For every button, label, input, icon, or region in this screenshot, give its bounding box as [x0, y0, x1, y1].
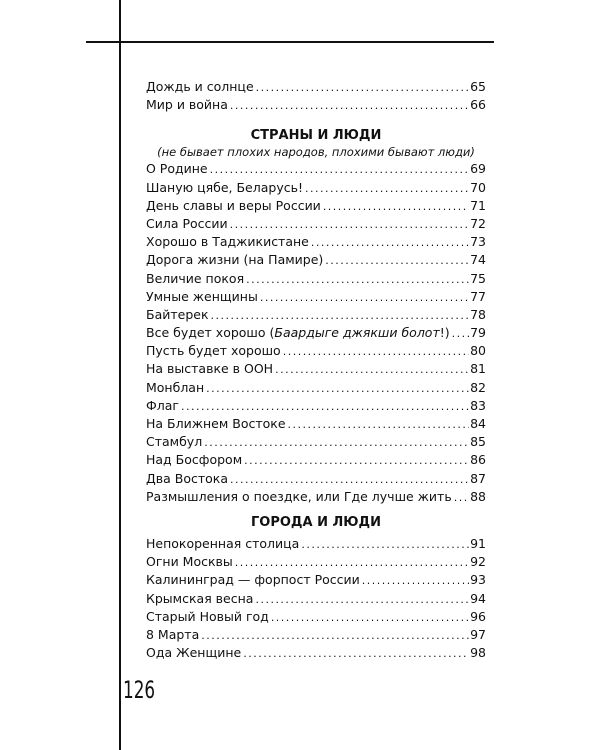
leader-dots: [181, 398, 469, 416]
toc-entry-page: 72: [470, 215, 486, 231]
toc-entry: [146, 470, 486, 488]
toc-entry: [146, 608, 486, 626]
toc-entry: [146, 78, 486, 96]
toc-entry-title: На выставке в ООН: [146, 361, 274, 377]
toc-entry-title: Крымская весна: [146, 590, 254, 606]
toc-entry-page: 69: [470, 161, 486, 177]
leader-dots: [206, 380, 469, 398]
toc-entry-page: 86: [470, 452, 486, 468]
toc-entry-page: 81: [470, 361, 486, 377]
toc-entry-title: Старый Новый год: [146, 608, 269, 624]
toc-entry-title: Монблан: [146, 379, 205, 395]
toc-entry: [146, 270, 486, 288]
leader-dots: [275, 361, 469, 379]
toc-entry-page: 75: [470, 270, 486, 286]
leader-dots: [454, 489, 469, 507]
toc-entry-title: Над Босфором: [146, 452, 243, 468]
toc-entry: [146, 571, 486, 589]
toc-entry-page: 98: [470, 645, 486, 661]
leader-dots: [283, 343, 469, 361]
toc-entry: [146, 488, 486, 506]
toc-entry: [146, 324, 486, 342]
toc-entry-page: 91: [470, 535, 486, 551]
leader-dots: [246, 271, 469, 289]
toc-entry-page: 79: [470, 325, 486, 341]
toc-entry: [146, 179, 486, 197]
leader-dots: [323, 198, 469, 216]
leader-dots: [362, 572, 469, 590]
table-of-contents: [146, 78, 486, 662]
section-heading: ГОРОДА И ЛЮДИ: [251, 514, 381, 530]
toc-entry-italic-title: Баардыге джякши болот: [274, 325, 440, 341]
toc-entry-title: Сила России: [146, 215, 228, 231]
toc-entry-title: Все будет хорошо (Баардыге джякши болот!): [146, 325, 450, 341]
leader-dots: [452, 325, 469, 343]
toc-entry: [146, 306, 486, 324]
toc-entry: [146, 215, 486, 233]
leader-dots: [271, 609, 469, 627]
toc-entry-title: Дорога жизни (на Памире): [146, 252, 324, 268]
toc-entry-page: 94: [470, 590, 486, 606]
leader-dots: [301, 536, 469, 554]
toc-entry-title: Умные женщины: [146, 288, 258, 304]
toc-entry-title: 8 Марта: [146, 626, 200, 642]
toc-entry: [146, 626, 486, 644]
toc-entry-title: Байтерек: [146, 306, 209, 322]
toc-entry: [146, 415, 486, 433]
toc-entry: [146, 96, 486, 114]
toc-entry-title: Хорошо в Таджикистане: [146, 234, 309, 250]
toc-entry-title: На Ближнем Востоке: [146, 416, 286, 431]
toc-entry-title: Огни Москвы: [146, 554, 233, 570]
toc-entry-page: 92: [470, 554, 486, 570]
page-number: 126: [123, 676, 156, 704]
toc-entry-page: 85: [470, 434, 486, 450]
toc-entry-title: Два Востока: [146, 470, 229, 486]
leader-dots: [230, 97, 469, 115]
toc-entry-page: 80: [470, 343, 486, 359]
toc-entry-page: 96: [470, 608, 486, 624]
toc-entry: [146, 397, 486, 415]
toc-entry-page: 73: [470, 234, 486, 250]
toc-entry: [146, 451, 486, 469]
toc-entry-title: Флаг: [146, 397, 179, 413]
header-horizontal-rule: [86, 41, 494, 43]
toc-entry-page: 77: [470, 288, 486, 304]
toc-entry-page: 70: [470, 179, 486, 195]
toc-entry-title: Величие покоя: [146, 270, 245, 286]
toc-entry-page: 93: [470, 572, 486, 588]
leader-dots: [210, 161, 469, 179]
leader-dots: [243, 645, 469, 663]
leader-dots: [235, 554, 469, 572]
toc-entry-title: Мир и война: [146, 97, 228, 113]
toc-entry-title: Калининград — форпост России: [146, 572, 360, 588]
leader-dots: [204, 434, 469, 452]
toc-entry-page: 65: [470, 79, 486, 94]
toc-entry: [146, 644, 486, 662]
toc-entry: [146, 433, 486, 451]
toc-entry-page: 78: [470, 306, 486, 322]
toc-entry-title: О Родине: [146, 161, 208, 177]
toc-entry-title: Пусть будет хорошо: [146, 343, 281, 359]
toc-entry-title: Шаную цябе, Беларусь!: [146, 179, 303, 195]
leader-dots: [305, 180, 469, 198]
leader-dots: [325, 252, 469, 270]
toc-entry: [146, 590, 486, 608]
leader-dots: [230, 471, 469, 489]
toc-entry-page: 66: [470, 97, 486, 113]
margin-vertical-rule: [119, 0, 121, 750]
toc-entry: [146, 535, 486, 553]
toc-entry-page: 74: [470, 252, 486, 268]
toc-entry: [146, 160, 486, 178]
leader-dots: [230, 216, 469, 234]
toc-entry-title: Дождь и солнце: [146, 79, 254, 94]
leader-dots: [244, 452, 469, 470]
toc-entry: [146, 342, 486, 360]
toc-entry: [146, 360, 486, 378]
leader-dots: [256, 79, 469, 97]
leader-dots: [201, 627, 469, 645]
section-heading: СТРАНЫ И ЛЮДИ: [250, 128, 382, 144]
toc-entry-page: 84: [470, 416, 486, 431]
toc-entry: [146, 288, 486, 306]
toc-entry-title: Стамбул: [146, 434, 203, 450]
toc-entry: [146, 553, 486, 571]
leader-dots: [260, 289, 469, 307]
toc-entry-title: Ода Женщине: [146, 645, 242, 661]
leader-dots: [311, 234, 469, 252]
section-subheading: (не бывает плохих народов, плохими бывают люди): [157, 145, 475, 160]
toc-entry-page: 83: [470, 397, 486, 413]
toc-entry-page: 82: [470, 379, 486, 395]
toc-entry-title: Размышления о поездке, или Где лучше жить: [146, 488, 452, 504]
leader-dots: [211, 307, 470, 325]
toc-entry-page: 97: [470, 626, 486, 642]
toc-entry-title: День славы и веры России: [146, 197, 321, 213]
toc-entry-title: Непокоренная столица: [146, 535, 300, 551]
toc-entry-page: 88: [470, 488, 486, 504]
toc-entry: [146, 197, 486, 215]
toc-entry: [146, 251, 486, 269]
leader-dots: [288, 416, 470, 434]
toc-entry-page: 71: [470, 197, 486, 213]
toc-entry: [146, 233, 486, 251]
toc-entry-page: 87: [470, 470, 486, 486]
toc-entry: [146, 379, 486, 397]
leader-dots: [255, 591, 469, 609]
